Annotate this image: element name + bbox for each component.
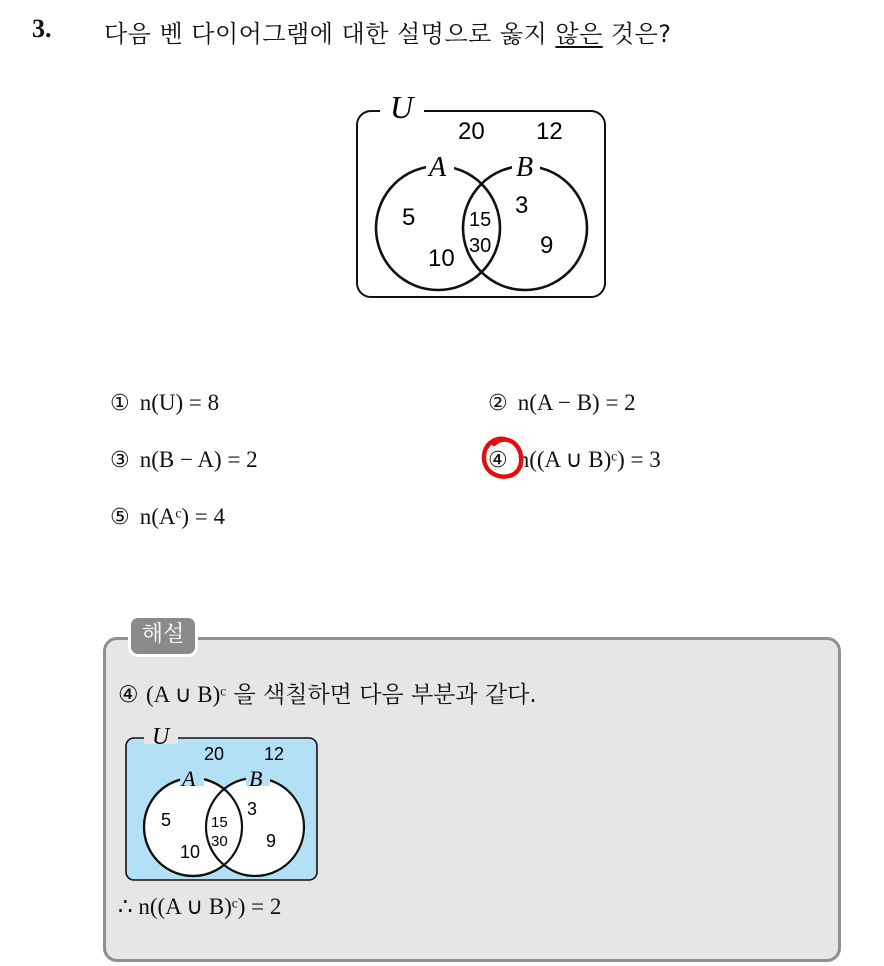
- solution-outside-value-2: 12: [264, 744, 285, 764]
- choice-5-number: ⑤: [110, 505, 130, 530]
- choice-5[interactable]: [110, 504, 225, 530]
- question-text-before: 다음 벤 다이어그램에 대한 설명으로 옳지: [104, 20, 556, 48]
- choice-3-number: ③: [110, 448, 130, 473]
- solution-b-only-value-1: 3: [247, 799, 258, 819]
- choice-1[interactable]: [110, 390, 219, 416]
- a-only-value-1: 5: [402, 204, 416, 231]
- choice-1-number: ①: [110, 391, 130, 416]
- solution-venn-diagram: [118, 722, 328, 886]
- outside-value-1: 20: [458, 118, 485, 145]
- solution-a-only-value-2: 10: [180, 842, 201, 862]
- choice-4-number: ④: [488, 448, 508, 473]
- solution-conclusion: ∴ n((A ∪ B)ᶜ) = 2: [118, 894, 282, 919]
- choice-2-expression: n(A − B) = 2: [517, 390, 636, 415]
- question-text-underlined: 않은: [555, 20, 603, 48]
- answer-mark-circle: [478, 432, 528, 484]
- solution-tag: 해설: [128, 615, 198, 657]
- choice-4-expression: n((A ∪ B)ᶜ) = 3: [517, 447, 661, 472]
- set-a-label: A: [429, 152, 447, 183]
- universe-label: U: [390, 89, 414, 125]
- intersection-value-2: 30: [469, 235, 492, 257]
- question-text: [104, 14, 672, 49]
- b-only-value-2: 9: [540, 232, 554, 259]
- choice-3-expression: n(B − A) = 2: [139, 447, 258, 472]
- solution-intersection-value-2: 30: [211, 833, 228, 850]
- solution-outside-value-1: 20: [204, 744, 225, 764]
- solution-a-only-value-1: 5: [161, 810, 172, 830]
- intersection-value-1: 15: [469, 209, 492, 231]
- solution-line-math: (A ∪ B)ᶜ: [145, 682, 227, 707]
- venn-diagram: [340, 86, 620, 306]
- solution-line-number: ④: [118, 682, 139, 708]
- set-b-label: B: [516, 152, 534, 183]
- solution-intersection-value-1: 15: [211, 814, 228, 831]
- choice-2[interactable]: [488, 390, 636, 416]
- solution-line-text: 을 색칠하면 다음 부분과 같다.: [226, 682, 537, 708]
- choice-3[interactable]: [110, 447, 258, 473]
- solution-b-only-value-2: 9: [266, 831, 277, 851]
- choice-1-expression: n(U) = 8: [139, 390, 220, 415]
- question-text-after: 것은?: [602, 20, 672, 48]
- question-number: 3.: [32, 14, 52, 43]
- solution-set-b-label: B: [249, 766, 263, 791]
- outside-value-2: 12: [536, 118, 563, 145]
- solution-set-a-label: A: [182, 766, 196, 791]
- a-only-value-2: 10: [428, 245, 455, 272]
- b-only-value-1: 3: [515, 192, 529, 219]
- solution-line: [118, 676, 537, 709]
- choice-5-expression: n(Aᶜ) = 4: [139, 504, 226, 529]
- solution-universe-label: U: [152, 724, 170, 750]
- choice-2-number: ②: [488, 391, 508, 416]
